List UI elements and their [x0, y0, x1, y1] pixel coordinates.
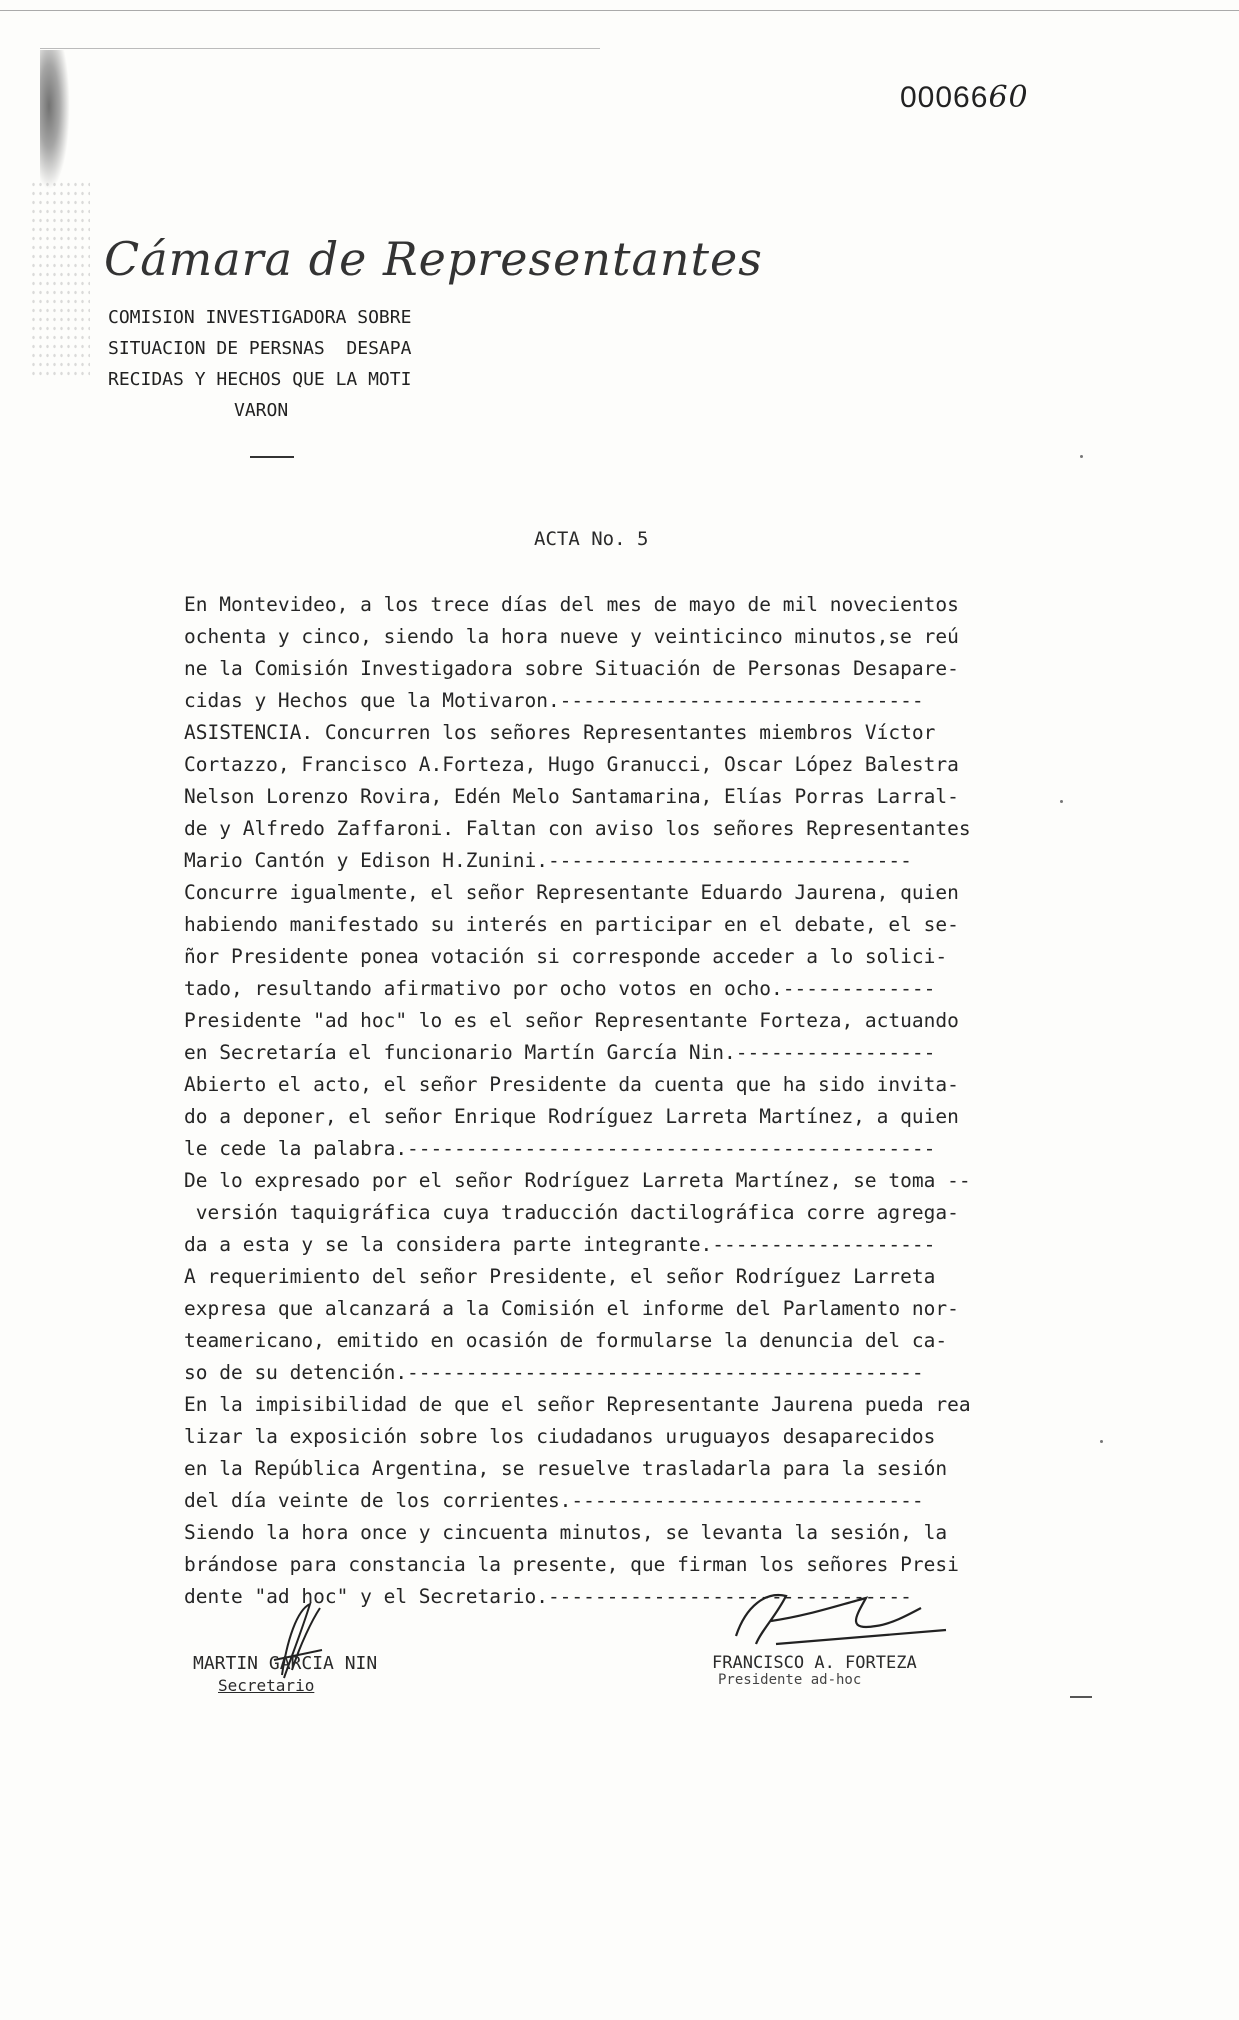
document-number: [900, 80, 1029, 115]
scan-speck: [1060, 800, 1063, 803]
minutes-line: habiendo manifestado su interés en participar en el debate, el se-: [184, 913, 959, 936]
minutes-line: en la República Argentina, se resuelve trasladarla para la sesión: [184, 1457, 948, 1480]
scan-top-rule: [0, 10, 1239, 11]
minutes-line: teamericano, emitido en ocasión de formularse la denuncia del ca-: [184, 1329, 948, 1352]
president-name: FRANCISCO A. FORTEZA: [712, 1653, 917, 1673]
scan-speck: [1080, 455, 1083, 458]
minutes-line: Mario Cantón y Edison H.Zunini.-------------------------------: [184, 849, 912, 872]
commission-line-1: COMISION INVESTIGADORA SOBRE: [108, 307, 412, 328]
commission-line-3: RECIDAS Y HECHOS QUE LA MOTI: [108, 369, 412, 390]
minutes-line: dente "ad hoc" y el Secretario.-------------------------------: [184, 1585, 912, 1608]
minutes-line: ochenta y cinco, siendo la hora nueve y veinticinco minutos,se reú: [184, 625, 959, 648]
document-number-handwritten: 60: [988, 80, 1029, 115]
minutes-line: le cede la palabra.---------------------------------------------: [184, 1137, 936, 1160]
commission-line-2: SITUACION DE PERSNAS DESAPA: [108, 338, 412, 359]
minutes-line: Siendo la hora once y cincuenta minutos, se levanta la sesión, la: [184, 1521, 948, 1544]
minutes-line: lizar la exposición sobre los ciudadanos uruguayos desaparecidos: [184, 1425, 936, 1448]
minutes-line: so de su detención.--------------------------------------------: [184, 1361, 924, 1384]
minutes-line: ASISTENCIA. Concurren los señores Representantes miembros Víctor: [184, 721, 936, 744]
minutes-line: cidas y Hechos que la Motivaron.-------------------------------: [184, 689, 924, 712]
scan-noise: [30, 180, 90, 380]
minutes-line: Abierto el acto, el señor Presidente da cuenta que ha sido invita-: [184, 1073, 959, 1096]
scan-punch-hole-shadow: [40, 50, 70, 190]
minutes-line: expresa que alcanzará a la Comisión el informe del Parlamento nor-: [184, 1297, 959, 1320]
minutes-line: Cortazzo, Francisco A.Forteza, Hugo Granucci, Oscar López Balestra: [184, 753, 959, 776]
minutes-line: del día veinte de los corrientes.------------------------------: [184, 1489, 924, 1512]
minutes-line: versión taquigráfica cuya traducción dactilográfica corre agrega-: [184, 1201, 959, 1224]
secretary-title: Secretario: [218, 1676, 315, 1695]
minutes-line: da a esta y se la considera parte integrante.-------------------: [184, 1233, 936, 1256]
minutes-line: En la impisibilidad de que el señor Representante Jaurena pueda rea: [184, 1393, 971, 1416]
scan-speck: [1100, 1440, 1103, 1443]
minutes-line: En Montevideo, a los trece días del mes de mayo de mil novecientos: [184, 593, 959, 616]
scan-border-line: [40, 48, 600, 49]
commission-line-4: VARON: [234, 400, 289, 421]
minutes-line: Nelson Lorenzo Rovira, Edén Melo Santamarina, Elías Porras Larral-: [184, 785, 959, 808]
minutes-line: en Secretaría el funcionario Martín García Nin.-----------------: [184, 1041, 936, 1064]
president-title: Presidente ad-hoc: [718, 1672, 862, 1688]
minutes-line: tado, resultando afirmativo por ocho votos en ocho.-------------: [184, 977, 936, 1000]
minutes-line: Presidente "ad hoc" lo es el señor Representante Forteza, actuando: [184, 1009, 959, 1032]
minutes-body: [184, 589, 1044, 1613]
minutes-line: A requerimiento del señor Presidente, el señor Rodríguez Larreta: [184, 1265, 936, 1288]
minutes-line: de y Alfredo Zaffaroni. Faltan con aviso los señores Representantes: [184, 817, 971, 840]
minutes-line: Concurre igualmente, el señor Representante Eduardo Jaurena, quien: [184, 881, 959, 904]
acta-title: ACTA No. 5: [534, 528, 649, 550]
margin-dash: [1070, 1696, 1092, 1698]
commission-heading: [108, 302, 528, 426]
secretary-name: MARTIN GARCIA NIN: [193, 1653, 378, 1674]
heading-divider: [250, 456, 294, 458]
document-number-printed: 00066: [900, 81, 989, 114]
minutes-line: do a deponer, el señor Enrique Rodríguez Larreta Martínez, a quien: [184, 1105, 959, 1128]
minutes-line: De lo expresado por el señor Rodríguez Larreta Martínez, se toma --: [184, 1169, 971, 1192]
letterhead: Cámara de Representantes: [104, 232, 763, 286]
minutes-line: brándose para constancia la presente, que firman los señores Presi: [184, 1553, 959, 1576]
minutes-line: ñor Presidente ponea votación si corresponde acceder a lo solici-: [184, 945, 948, 968]
president-signature: [716, 1586, 956, 1652]
minutes-line: ne la Comisión Investigadora sobre Situación de Personas Desapare-: [184, 657, 959, 680]
